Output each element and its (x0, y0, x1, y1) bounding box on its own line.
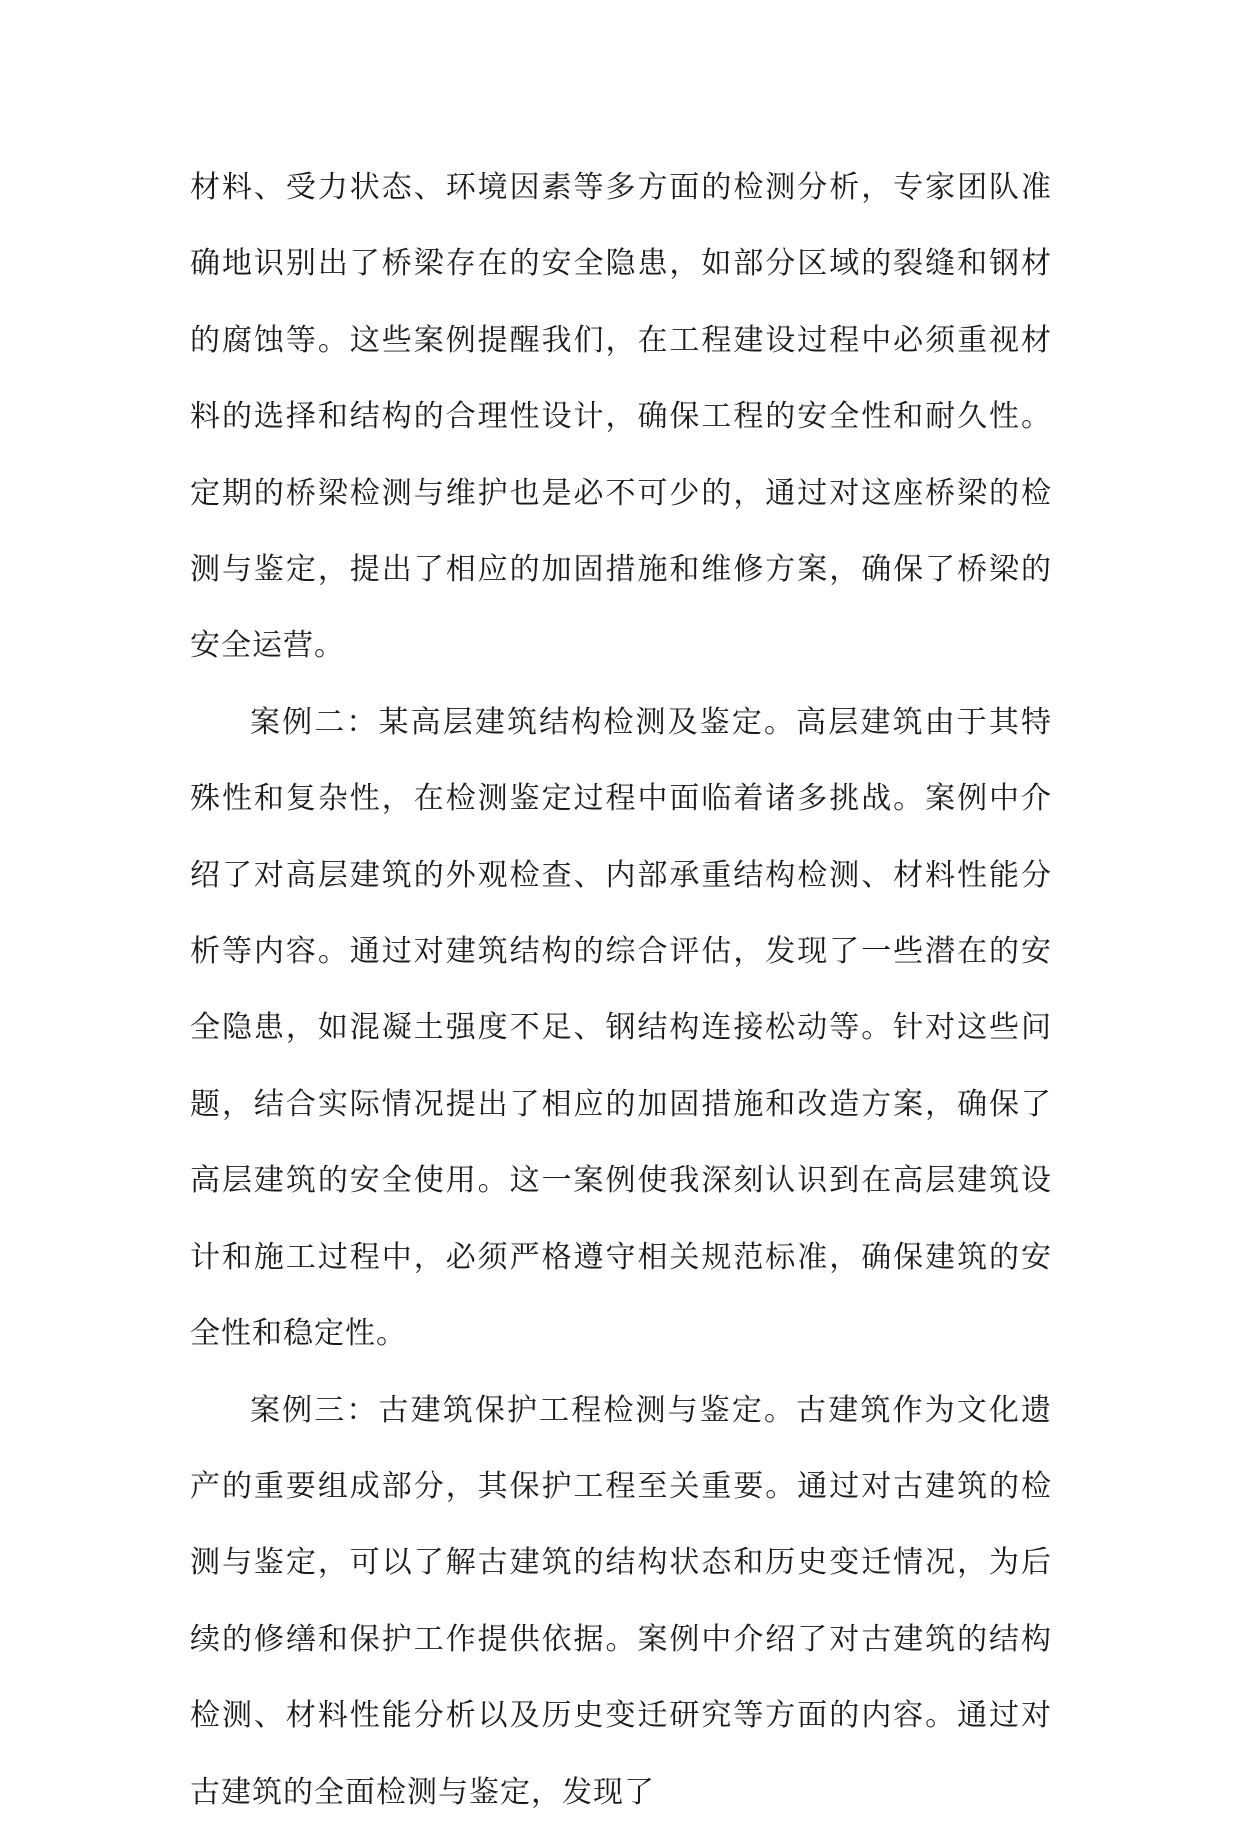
document-body (190, 150, 1052, 1831)
paragraph-case-three: 案例三：古建筑保护工程检测与鉴定。古建筑作为文化遗产的重要组成部分，其保护工程至关重要。通过对古建筑的检测与鉴定，可以了解古建筑的结构状态和历史变迁情况，为后续的修缮和保护工作提供依据。案例中介绍了对古建筑的结构检测、材料性能分析以及历史变迁研究等方面的内容。通过对古建筑的全面检测与鉴定，发现了 (190, 1392, 1052, 1810)
paragraph-case-two: 案例二：某高层建筑结构检测及鉴定。高层建筑由于其特殊性和复杂性，在检测鉴定过程中面临着诸多挑战。案例中介绍了对高层建筑的外观检查、内部承重结构检测、材料性能分析等内容。通过对建筑结构的综合评估，发现了一些潜在的安全隐患，如混凝土强度不足、钢结构连接松动等。针对这些问题，结合实际情况提出了相应的加固措施和改造方案，确保了高层建筑的安全使用。这一案例使我深刻认识到在高层建筑设计和施工过程中，必须严格遵守相关规范标准，确保建筑的安全性和稳定性。 (190, 704, 1052, 1352)
paragraph-continuation: 材料、受力状态、环境因素等多方面的检测分析，专家团队准确地识别出了桥梁存在的安全隐患，如部分区域的裂缝和钢材的腐蚀等。这些案例提醒我们，在工程建设过程中必须重视材料的选择和结构的合理性设计，确保工程的安全性和耐久性。定期的桥梁检测与维护也是必不可少的，通过对这座桥梁的检测与鉴定，提出了相应的加固措施和维修方案，确保了桥梁的安全运营。 (190, 170, 1052, 664)
